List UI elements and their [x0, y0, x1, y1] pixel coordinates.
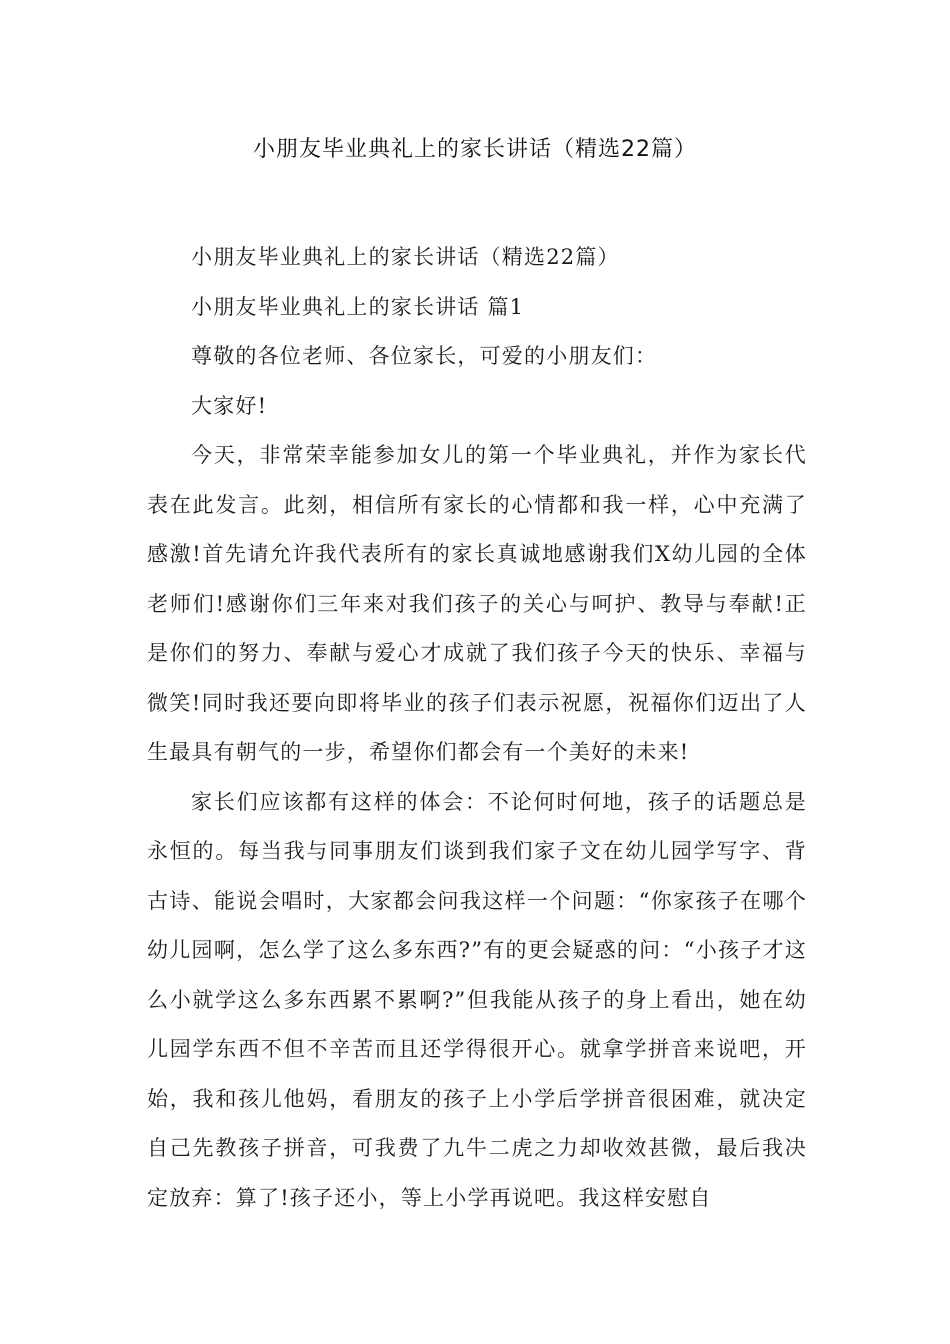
paragraph-salutation: 尊敬的各位老师、各位家长，可爱的小朋友们：: [191, 344, 658, 368]
paragraph-section-heading: 小朋友毕业典礼上的家长讲话 篇1: [191, 294, 525, 319]
paragraph-body: 今天，非常荣幸能参加女儿的第一个毕业典礼，并作为家长代表在此发言。此刻，相信所有家长的心情都和我一样，心中充满了感激!首先请允许我代表所有的家长真诚地感谢我们X幼儿园的全体老师们!感谢你们三年来对我们孩子的关心与呵护、教导与奉献!正是你们的努力、奉献与爱心才成就了我们孩子今天的快乐、幸福与微笑!同时我还要向即将毕业的孩子们表示祝愿，祝福你们迈出了人生最具有朝气的一步，希望你们都会有一个美好的未来!: [147, 443, 807, 764]
paragraph-greeting: 大家好!: [191, 393, 268, 418]
document-title: 小朋友毕业典礼上的家长讲话（精选22篇）: [253, 137, 697, 162]
paragraph-body: 家长们应该都有这样的体会：不论何时何地，孩子的话题总是永恒的。每当我与同事朋友们谈到我们家子文在幼儿园学写字、背古诗、能说会唱时，大家都会问我这样一个问题：“你家孩子在哪个幼儿园啊，怎么学了这么多东西?”有的更会疑惑的问：“小孩子才这么小就学这么多东西累不累啊?”但我能从孩子的身上看出，她在幼儿园学东西不但不辛苦而且还学得很开心。就拿学拼音来说吧，开始，我和孩儿他妈，看朋友的孩子上小学后学拼音很困难，就决定自己先教孩子拼音，可我费了九牛二虎之力却收效甚微，最后我决定放弃：算了!孩子还小，等上小学再说吧。我这样安慰自: [147, 789, 807, 1210]
document-body: [147, 233, 807, 1223]
paragraph-heading-repeat: 小朋友毕业典礼上的家长讲话（精选22篇）: [191, 245, 620, 269]
